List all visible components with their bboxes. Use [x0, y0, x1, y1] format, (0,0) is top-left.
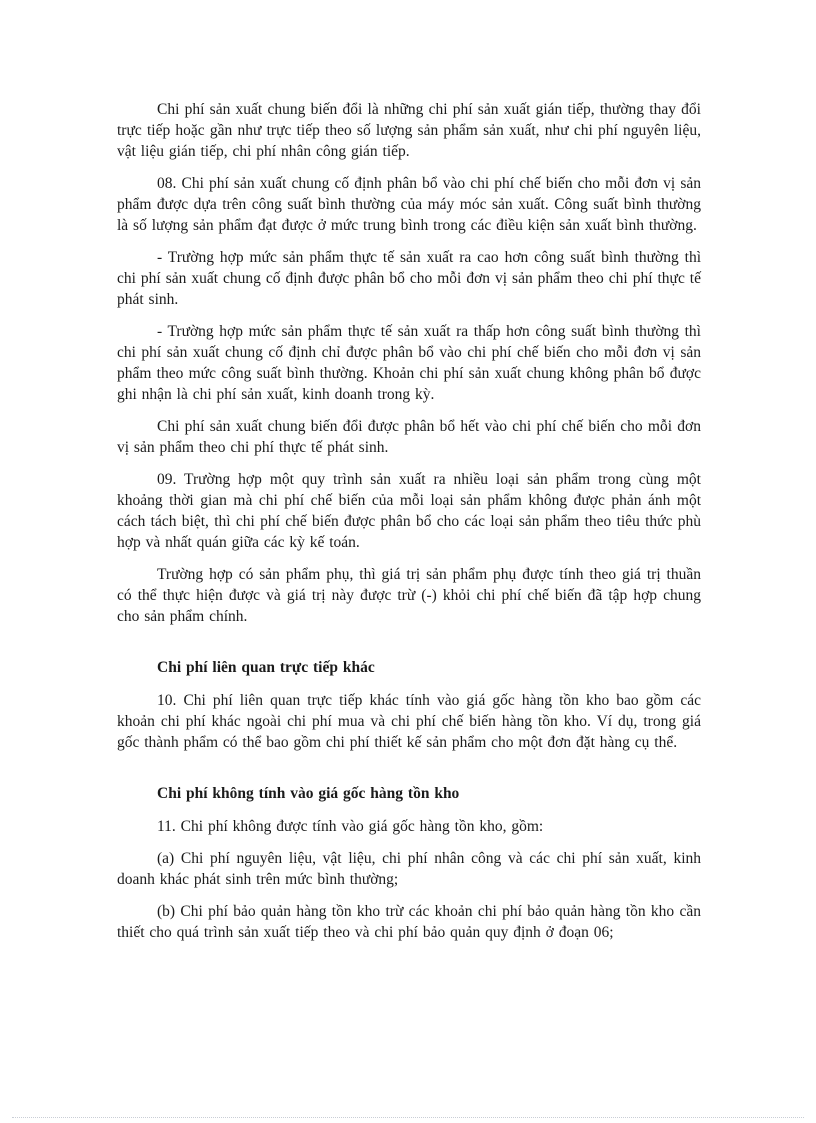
paragraph-11b: (b) Chi phí bảo quản hàng tồn kho trừ các khoản chi phí bảo quản hàng tồn kho cần thiết cho quá trình sản xuất tiếp theo và chi phí bảo quản quy định ở đoạn 06; — [117, 903, 701, 941]
paragraph-08: 08. Chi phí sản xuất chung cố định phân bổ vào chi phí chế biến cho mỗi đơn vị sản phẩm được dựa trên công suất bình thường của máy móc sản xuất. Công suất bình thường là số lượng sản phẩm đạt được ở mức trung bình trong các điều kiện sản xuất bình thường. — [117, 175, 701, 234]
paragraph-variable-overhead-intro: Chi phí sản xuất chung biến đổi là những chi phí sản xuất gián tiếp, thường thay đổi trực tiếp hoặc gần như trực tiếp theo số lượng sản phẩm sản xuất, như chi phí nguyên liệu, vật liệu gián tiếp, chi phí nhân công gián tiếp. — [117, 101, 701, 160]
text-block — [117, 99, 701, 954]
page-bottom-dotted-line — [12, 1117, 804, 1118]
heading-other-direct-costs: Chi phí liên quan trực tiếp khác — [157, 659, 375, 676]
paragraph-09: 09. Trường hợp một quy trình sản xuất ra nhiều loại sản phẩm trong cùng một khoảng thời gian mà chi phí chế biến của mỗi loại sản phẩm không được phản ánh một cách tách biệt, thì chi phí chế biến được phân bổ cho các loại sản phẩm theo tiêu thức phù hợp và nhất quán giữa các kỳ kế toán. — [117, 471, 701, 551]
heading-costs-excluded: Chi phí không tính vào giá gốc hàng tồn kho — [157, 785, 460, 802]
paragraph-by-product: Trường hợp có sản phẩm phụ, thì giá trị sản phẩm phụ được tính theo giá trị thuần có thể thực hiện được và giá trị này được trừ (-) khỏi chi phí chế biến đã tập hợp chung cho sản phẩm chính. — [117, 566, 701, 625]
paragraph-variable-overhead-alloc: Chi phí sản xuất chung biến đổi được phân bổ hết vào chi phí chế biến cho mỗi đơn vị sản phẩm theo chi phí thực tế phát sinh. — [117, 418, 701, 456]
paragraph-11: 11. Chi phí không được tính vào giá gốc hàng tồn kho, gồm: — [157, 818, 544, 835]
paragraph-10: 10. Chi phí liên quan trực tiếp khác tính vào giá gốc hàng tồn kho bao gồm các khoản chi phí khác ngoài chi phí mua và chi phí chế biến hàng tồn kho. Ví dụ, trong giá gốc thành phẩm có thể bao gồm chi phí thiết kế sản phẩm cho một đơn đặt hàng cụ thể. — [117, 692, 701, 751]
paragraph-11a: (a) Chi phí nguyên liệu, vật liệu, chi phí nhân công và các chi phí sản xuất, kinh doanh khác phát sinh trên mức bình thường; — [117, 850, 701, 888]
paragraph-08-case-higher: - Trường hợp mức sản phẩm thực tế sản xuất ra cao hơn công suất bình thường thì chi phí sản xuất chung cố định được phân bổ cho mỗi đơn vị sản phẩm theo chi phí thực tế phát sinh. — [117, 249, 701, 308]
paragraph-08-case-lower: - Trường hợp mức sản phẩm thực tế sản xuất ra thấp hơn công suất bình thường thì chi phí sản xuất chung cố định chỉ được phân bổ vào chi phí chế biến cho mỗi đơn vị sản phẩm theo mức công suất bình thường. Khoản chi phí sản xuất chung không phân bổ được ghi nhận là chi phí sản xuất, kinh doanh trong kỳ. — [117, 323, 701, 403]
